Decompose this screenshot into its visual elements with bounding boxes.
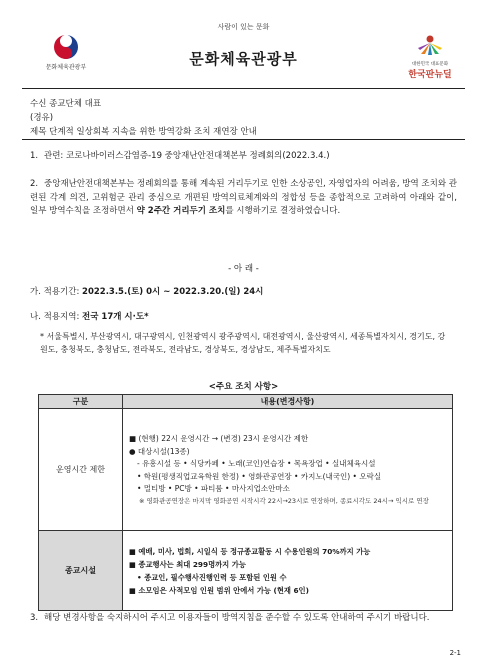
table-caption: <주요 조치 사항> — [208, 382, 279, 392]
paragraph-2-emphasis: 약 2주간 거리두기 조치 — [136, 206, 226, 216]
row-label-operating-hours: 운영시간 제한 — [39, 409, 123, 531]
paragraph-1-text: 관련: 코로나바이러스감염증-19 중앙재난안전대책본부 정례회의(2022.3.4.) — [44, 151, 330, 161]
paragraph-2-number: 2. — [30, 179, 39, 189]
header-divider-top — [22, 88, 465, 89]
paragraph-1 — [30, 150, 457, 164]
header-divider-bottom — [22, 139, 465, 140]
paragraph-3-number: 3. — [30, 613, 39, 623]
operating-hours-line: • 멀티방 • PC방 • 파티룸 • 마사지업소안마소 — [137, 484, 290, 494]
application-period-value: 2022.3.5.(토) 0시 ~ 2022.3.20.(일) 24시 — [82, 287, 264, 297]
table-header-row — [39, 395, 453, 409]
table-row — [39, 409, 453, 531]
operating-hours-line: ■ (현행) 22시 운영시간 → (변경) 23시 운영시간 제한 — [129, 434, 309, 444]
paragraph-3 — [30, 612, 457, 626]
paragraph-2 — [30, 178, 457, 219]
row-content-religious-facilities — [123, 531, 453, 611]
slogan: 사람이 있는 문화 — [217, 23, 270, 31]
via-line: (경유) — [30, 113, 54, 123]
ministry-logo-caption: 문화체육관광부 — [45, 64, 87, 71]
below-heading: - 아 래 - — [228, 264, 259, 274]
religious-facilities-line: ■ 종교행사는 최대 299명까지 가능 — [129, 559, 246, 569]
subject-line: 제목 단계적 일상회복 지속을 위한 방역강화 조치 재연장 안내 — [30, 127, 257, 137]
operating-hours-line: - 유흥시설 등 • 식당카페 • 노래(코인)연습장 • 목욕장업 • 실내체육시설 — [137, 459, 376, 469]
operating-hours-line: ● 대상시설(13종) — [129, 446, 190, 456]
document-title: 문화체육관광부 — [189, 50, 298, 68]
paragraph-1-number: 1. — [30, 151, 39, 161]
measures-table — [38, 394, 453, 611]
application-period — [30, 285, 263, 297]
page-number: 2-1 — [449, 649, 461, 657]
row-label-religious-facilities: 종교시설 — [39, 531, 123, 611]
paragraph-2-tail: 를 시행하기로 결정하였습니다. — [225, 206, 341, 216]
religious-facilities-line: • 종교인, 필수행사진행인력 등 포함된 인원 수 — [137, 572, 287, 582]
religious-facilities-line: ■ 예배, 미사, 법회, 시일식 등 정규종교활동 시 수용인원의 70%까지 가능 — [129, 546, 371, 556]
table-header-content: 내용(변경사항) — [123, 395, 453, 409]
application-region-value: 전국 17개 시·도* — [82, 312, 149, 322]
religious-facilities-line: ■ 소모임은 사적모임 인원 범위 안에서 가능 (현재 6인) — [129, 585, 309, 595]
region-list: * 서울특별시, 부산광역시, 대구광역시, 인천광역시 광주광역시, 대전광역시, 울산광역시, 세종특별자치시, 경기도, 강원도, 충청북도, 충청남도, 전라북도, 전라남도, 경상북도, 경상남도, 제주특별자치도 — [40, 332, 446, 354]
recipient-line: 수신 종교단체 대표 — [30, 99, 102, 109]
paragraph-3-text: 해당 변경사항을 숙지하시어 주시고 이용자들이 방역지침을 준수할 수 있도록 안내하여 주시기 바랍니다. — [44, 613, 430, 623]
operating-hours-line: • 학원(평생직업교육학원 한정) • 영화관공연장 • 카지노(내국인) • 오락실 — [137, 471, 382, 481]
operating-hours-note: ※ 영화관공연장은 마지막 영화공연 시작시각 22시→23시로 연장하며, 종료시각도 24시→ 익시로 연장 — [139, 496, 429, 505]
application-region-label: 나. 적용지역: — [30, 312, 83, 322]
new-deal-small-text: 대한민국 대표문화 — [411, 62, 449, 67]
new-deal-icon — [415, 34, 445, 56]
table-row — [39, 531, 453, 611]
application-period-label: 가. 적용기간: — [30, 287, 83, 297]
paragraph-2-text: 중앙재난안전대책본부는 정례회의를 통해 계속된 거리두기로 인한 소상공인, 자영업자의 어려움, 방역 조치와 관련된 각계 의견, 고위험군 관리 중심으로 개편된 방역의료체계와의 정합성 등을 종합적으로 고려하여 아래와 같이, 일부 방역수칙을 조정하면서 — [30, 179, 457, 216]
table-header-category: 구분 — [39, 395, 123, 409]
korean-new-deal-logo — [403, 34, 457, 80]
new-deal-text: 한국판뉴딜 — [408, 70, 452, 80]
application-region — [30, 310, 149, 322]
row-content-operating-hours — [123, 409, 453, 531]
